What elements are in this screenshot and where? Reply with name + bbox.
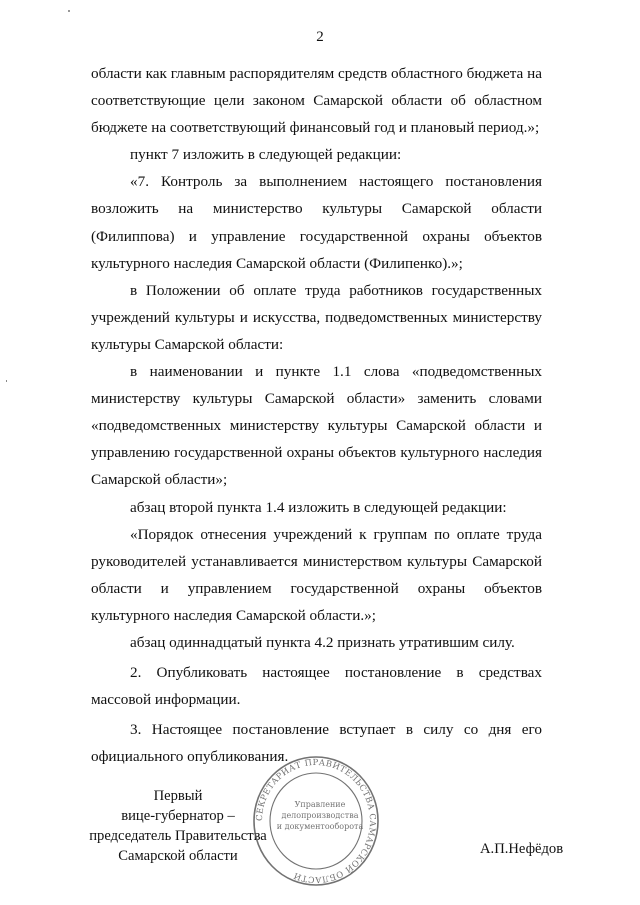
signatory-position-line: Первый: [153, 788, 203, 804]
paragraph-3: «7. Контроль за выполнением настоящего постановления возложить на министерство культуры Самарской области (Филиппова) и управление государственной охраны объектов культурного наследия Самарской области (Филипенко).»;: [91, 173, 542, 272]
paragraph-10: 3. Настоящее постановление вступает в силу со дня его официального опубликования.: [91, 721, 542, 766]
official-seal-stamp: [252, 755, 380, 887]
paragraph-4: в Положении об оплате труда работников государственных учреждений культуры и искусства, подведомственных министерству культуры Самарской области:: [91, 281, 542, 353]
paragraph-8: абзац одиннадцатый пункта 4.2 признать утратившим силу.: [130, 633, 515, 651]
signatory-position-line: председатель Правительства: [89, 828, 267, 844]
paragraph-5: в наименовании и пункте 1.1 слова «подведомственных министерству культуры Самарской области» заменить словами «подведомственных министерству культуры Самарской области и управлению государственной охраны объектов культурного наследия Самарской области»;: [91, 363, 542, 489]
seal-outer-text: СЕКРЕТАРИАТ ПРАВИТЕЛЬСТВА САМАРСКОЙ ОБЛАСТИ: [253, 756, 379, 886]
paragraph-1: области как главным распорядителям средств областного бюджета на соответствующие цели законом Самарской области об областном бюджете на соответствующий финансовый год и плановый период.»;: [91, 65, 542, 137]
signatory-position-line: вице-губернатор –: [121, 808, 235, 824]
signatory-name: А.П.Нефёдов: [480, 841, 564, 857]
seal-inner-line: делопроизводства: [281, 811, 359, 820]
signatory-position-line: Самарской области: [118, 848, 238, 864]
page-number: 2: [316, 29, 324, 45]
scan-speck: [68, 10, 70, 12]
signatory-position: [88, 786, 268, 866]
document-body: [91, 60, 542, 770]
scan-speck: [6, 380, 7, 382]
seal-inner-line: Управление: [294, 800, 346, 809]
paragraph-2: пункт 7 изложить в следующей редакции:: [130, 146, 402, 164]
paragraph-9: 2. Опубликовать настоящее постановление в средствах массовой информации.: [91, 664, 542, 709]
paragraph-7: «Порядок отнесения учреждений к группам по оплате труда руководителей устанавливается министерством культуры Самарской области и управлением государственной охраны объектов культурного наследия Самарской области.»;: [91, 525, 542, 624]
paragraph-6: абзац второй пункта 1.4 изложить в следующей редакции:: [130, 498, 507, 516]
seal-inner-line: и документооборота: [276, 822, 364, 831]
